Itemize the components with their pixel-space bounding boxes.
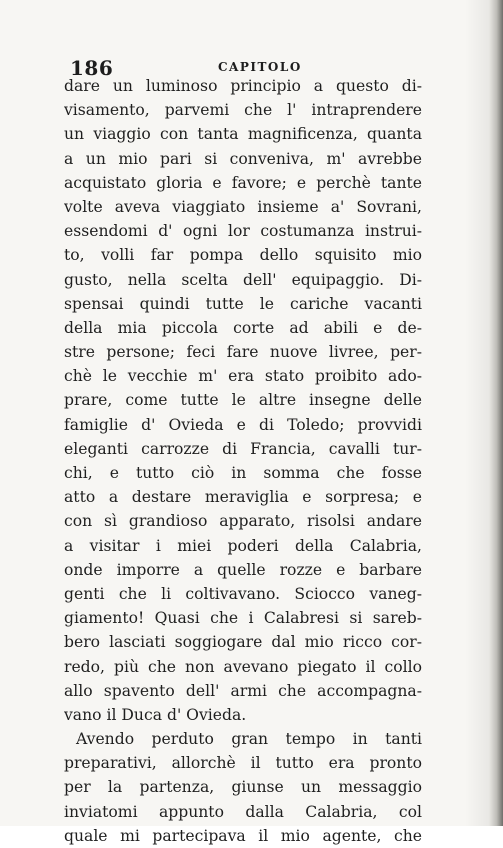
text-line: onde imporre a quelle rozze e barbare <box>64 560 422 579</box>
text-line: famiglie d' Ovieda e di Toledo; provvidi <box>64 415 422 434</box>
text-line: vano il Duca d' Ovieda. <box>64 705 247 724</box>
text-line: per la partenza, giunse un messaggio <box>64 778 422 797</box>
text-line: un viaggio con tanta magnificenza, quanta <box>64 125 422 144</box>
text-line: gusto, nella scelta dell' equipaggio. Di- <box>64 270 422 289</box>
text-line: volte aveva viaggiato insieme a' Sovrani, <box>64 197 422 216</box>
text-line: della mia piccola corte ad abili e de- <box>64 318 422 337</box>
text-line: acquistato gloria e favore; e perchè tante <box>64 173 422 192</box>
text-line: redo, più che non avevano piegato il collo <box>64 657 422 676</box>
text-line: bero lasciati soggiogare dal mio ricco cor- <box>64 633 422 652</box>
body-text <box>64 74 422 848</box>
text-line: a visitar i miei poderi della Calabria, <box>64 536 422 555</box>
running-head: CAPITOLO <box>218 60 302 74</box>
text-line: quale mi partecipava il mio agente, che <box>64 826 422 845</box>
paragraph-start-line: Avendo perduto gran tempo in tanti <box>76 730 422 749</box>
text-line: essendomi d' ogni lor costumanza instrui- <box>64 222 422 241</box>
text-line: dare un luminoso principio a questo di- <box>64 77 422 95</box>
text-line: chè le vecchie m' era stato proibito ado- <box>64 367 422 386</box>
text-line: eleganti carrozze di Francia, cavalli tur- <box>64 439 422 458</box>
text-line: spensai quindi tutte le cariche vacanti <box>64 294 422 313</box>
text-line: visamento, parvemi che l' intraprendere <box>64 101 422 120</box>
text-line: chi, e tutto ciò in somma che fosse <box>64 464 422 482</box>
text-line: con sì grandioso apparato, risolsi andare <box>64 512 422 531</box>
page-edge <box>489 0 503 826</box>
text-line: allo spavento dell' armi che accompagna- <box>64 681 422 700</box>
text-line: inviatomi appunto dalla Calabria, col <box>64 802 422 821</box>
text-line: prare, come tutte le altre insegne delle <box>64 391 422 410</box>
text-line: a un mio pari si conveniva, m' avrebbe <box>64 149 422 168</box>
text-line: genti che li coltivavano. Sciocco vaneg- <box>64 584 422 603</box>
text-line: atto a destare meraviglia e sorpresa; e <box>64 488 422 507</box>
scan-shadow <box>465 0 489 826</box>
text-line: stre persone; feci fare nuove livree, per- <box>64 343 422 362</box>
text-line: giamento! Quasi che i Calabresi si sareb- <box>64 609 422 628</box>
text-line: to, volli far pompa dello squisito mio <box>64 246 422 265</box>
text-line: preparativi, allorchè il tutto era pronto <box>64 754 422 773</box>
page-number: 186 <box>70 56 114 80</box>
